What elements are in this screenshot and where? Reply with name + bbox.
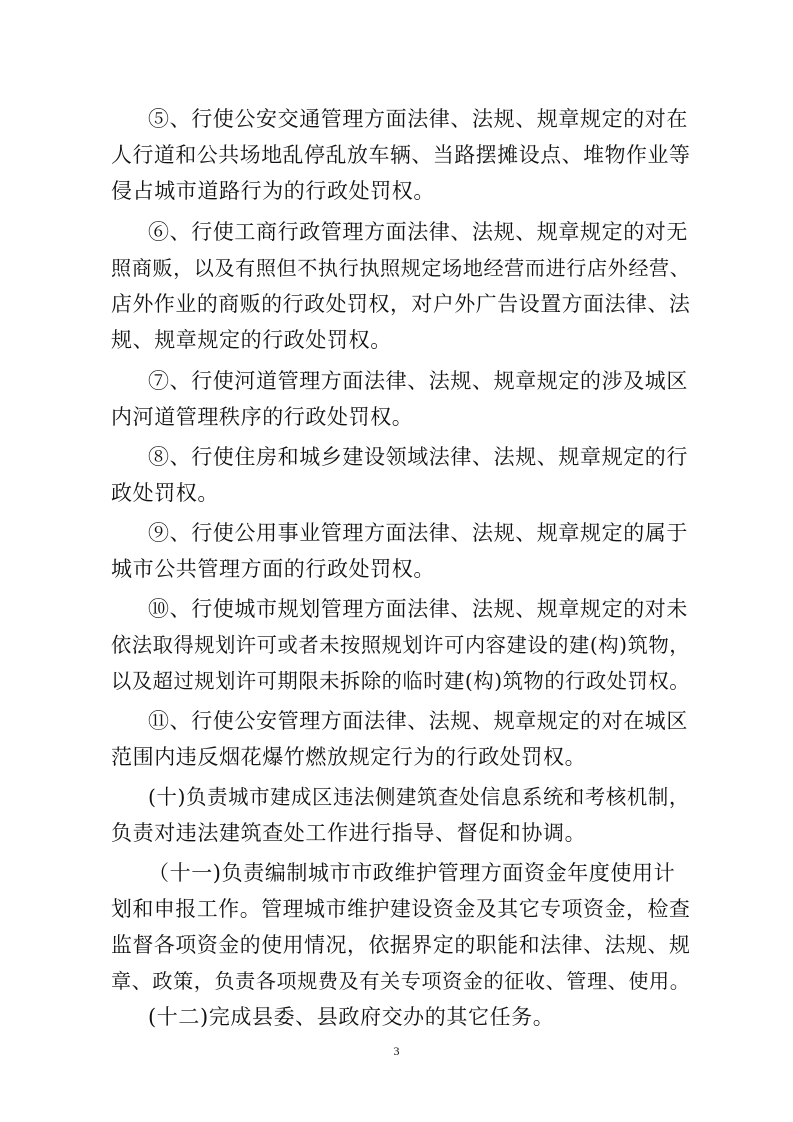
paragraph-line: 划和申报工作。管理城市维护建设资金及其它专项资金，检查 (111, 897, 691, 921)
paragraph-line: 店外作业的商贩的行政处罚权，对户外广告设置方面法律、法 (111, 292, 691, 316)
paragraph-line: 规、规章规定的行政处罚权。 (111, 328, 392, 352)
paragraph-line: 章、政策，负责各项规费及有关专项资金的征收、管理、使用。 (111, 969, 691, 993)
paragraph-line: 范围内违反烟花爆竹燃放规定行为的行政处罚权。 (111, 745, 587, 769)
paragraph-line: ⑦、行使河道管理方面法律、法规、规章规定的涉及城区 (148, 369, 688, 393)
paragraph-line: 监督各项资金的使用情况，依据界定的职能和法律、法规、规 (111, 933, 691, 957)
paragraph-line: (十二)完成县委、县政府交办的其它任务。 (148, 1005, 555, 1029)
paragraph-line: ⑧、行使住房和城乡建设领域法律、法规、规章规定的行 (148, 445, 688, 469)
paragraph-line: ⑥、行使工商行政管理方面法律、法规、规章规定的对无 (148, 220, 688, 244)
paragraph-line: 依法取得规划许可或者未按照规划许可内容建设的建(构)筑物， (111, 633, 691, 657)
paragraph-line: 政处罚权。 (111, 481, 219, 505)
paragraph-line: ⑨、行使公用事业管理方面法律、法规、规章规定的属于 (148, 521, 688, 545)
paragraph-line: (十)负责城市建成区违法侧建筑查处信息系统和考核机制， (148, 785, 690, 809)
paragraph-line: 内河道管理秩序的行政处罚权。 (111, 405, 414, 429)
paragraph-line: 侵占城市道路行为的行政处罚权。 (111, 179, 435, 203)
paragraph-line: 负责对违法建筑查处工作进行指导、督促和协调。 (111, 821, 587, 845)
paragraph-line: ⑩、行使城市规划管理方面法律、法规、规章规定的对未 (148, 597, 688, 621)
paragraph-line: ⑪、行使公安管理方面法律、法规、规章规定的对在城区 (148, 709, 688, 733)
paragraph-line: 城市公共管理方面的行政处罚权。 (111, 557, 435, 581)
paragraph-line: 人行道和公共场地乱停乱放车辆、当路摆摊设点、堆物作业等 (111, 143, 691, 167)
page-number: 3 (393, 1044, 400, 1058)
paragraph-line: （十一)负责编制城市市政维护管理方面资金年度使用计 (148, 861, 676, 885)
paragraph-line: ⑤、行使公安交通管理方面法律、法规、规章规定的对在 (148, 107, 688, 131)
paragraph-line: 照商贩，以及有照但不执行执照规定场地经营而进行店外经营、 (111, 256, 691, 280)
paragraph-line: 以及超过规划许可期限未拆除的临时建(构)筑物的行政处罚权。 (111, 669, 691, 693)
